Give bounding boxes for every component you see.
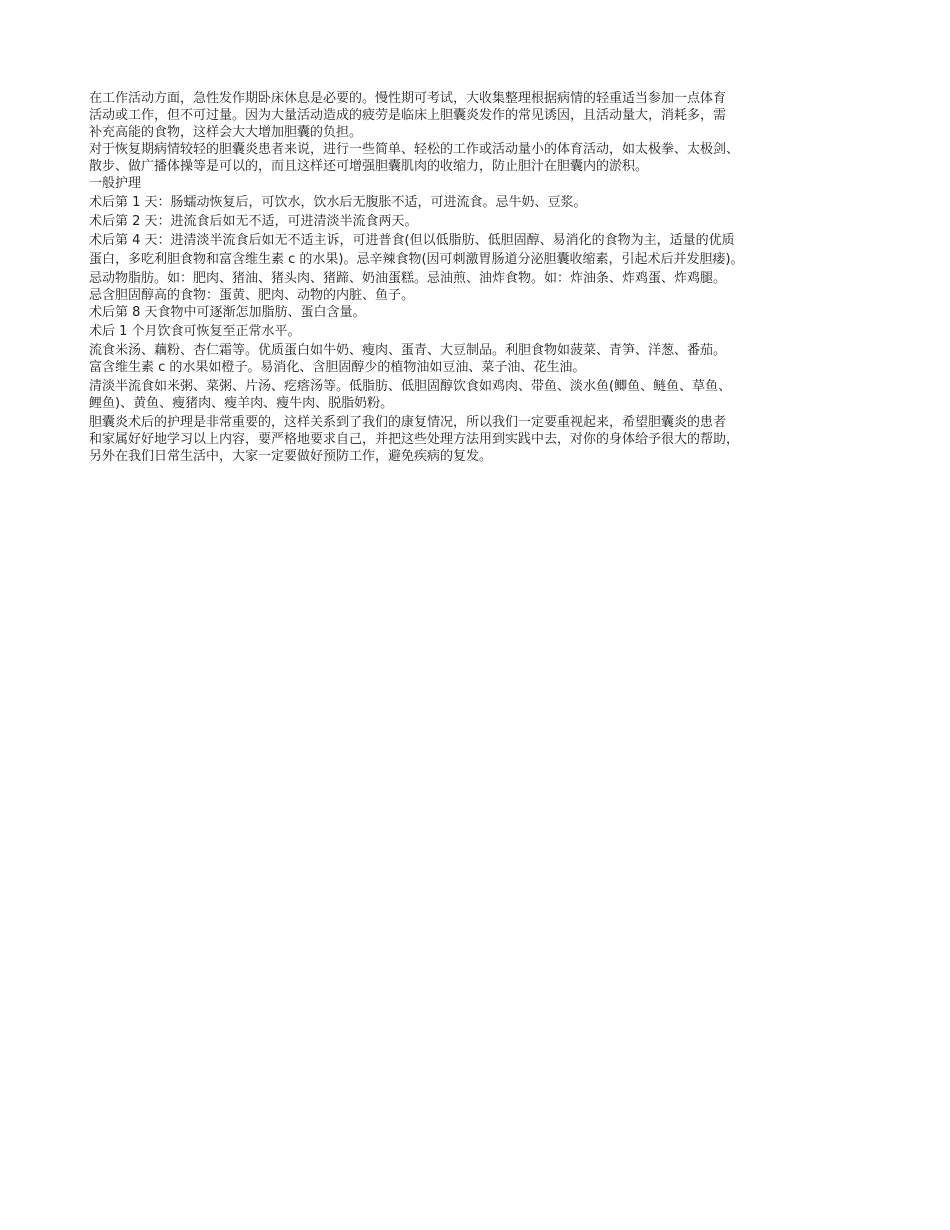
paragraph-line: 补充高能的食物，这样会大大增加胆囊的负担。 [89,125,363,140]
paragraph-line: 流食米汤、藕粉、杏仁霜等。优质蛋白如牛奶、瘦肉、蛋青、大豆制品。利胆食物如菠菜、青笋、洋葱、番茄。 [89,343,727,358]
paragraph-line: 胆囊炎术后的护理是非常重要的，这样关系到了我们的康复情况，所以我们一定要重视起来，希望胆囊炎的患者 [89,415,727,430]
paragraph-line: 术后第 1 天：肠蠕动恢复后，可饮水，饮水后无腹胀不适，可进流食。忌牛奶、豆浆。 [89,195,587,210]
paragraph-line: 在工作活动方面，急性发作期卧床休息是必要的。慢性期可考试，大收集整理根据病情的轻重适当参加一点体育 [89,91,727,106]
paragraph-line: 和家属好好地学习以上内容，要严格地要求自己，并把这些处理方法用到实践中去，对你的身体给予很大的帮助， [89,432,740,447]
paragraph-line: 忌含胆固醇高的食物：蛋黄、肥肉、动物的内脏、鱼子。 [89,288,415,303]
paragraph-line: 术后 1 个月饮食可恢复至正常水平。 [89,324,301,339]
paragraph-line: 蛋白，多吃利胆食物和富含维生素 c 的水果)。忌辛辣食物(因可刺激胃肠道分泌胆囊收缩素，引起术后并发胆瘘)。 [89,252,744,267]
paragraph-line: 术后第 8 天食物中可逐渐怎加脂肪、蛋白含量。 [89,305,366,320]
paragraph-line: 术后第 4 天：进清淡半流食后如无不适主诉，可进普食(但以低脂肪、低胆固醇、易消化的食物为主，适量的优质 [89,233,735,248]
document-body [89,90,879,465]
paragraph-line: 术后第 2 天：进流食后如无不适，可进清淡半流食两天。 [89,214,418,229]
section-heading: 一般护理 [89,176,142,191]
paragraph-line: 清淡半流食如米粥、菜粥、片汤、疙瘩汤等。低脂肪、低胆固醇饮食如鸡肉、带鱼、淡水鱼(鲫鱼、鲢鱼、草鱼、 [89,379,732,394]
paragraph-line: 散步、做广播体操等是可以的，而且这样还可增强胆囊肌肉的收缩力，防止胆汁在胆囊内的淤积。 [89,159,649,174]
paragraph-line: 鲤鱼)、黄鱼、瘦猪肉、瘦羊肉、瘦牛肉、脱脂奶粉。 [89,396,394,411]
paragraph-line: 另外在我们日常生活中，大家一定要做好预防工作，避免疾病的复发。 [89,449,493,464]
paragraph-line: 活动或工作，但不可过量。因为大量活动造成的疲劳是临床上胆囊炎发作的常见诱因，且活动量大，消耗多，需 [89,108,727,123]
paragraph-line: 富含维生素 c 的水果如橙子。易消化、含胆固醇少的植物油如豆油、菜子油、花生油。 [89,360,586,375]
paragraph-line: 对于恢复期病情较轻的胆囊炎患者来说，进行一些简单、轻松的工作或活动量小的体育活动，如太极拳、太极剑、 [89,142,740,157]
paragraph-line: 忌动物脂肪。如：肥肉、猪油、猪头肉、猪蹄、奶油蛋糕。忌油煎、油炸食物。如：炸油条、炸鸡蛋、炸鸡腿。 [89,271,727,286]
